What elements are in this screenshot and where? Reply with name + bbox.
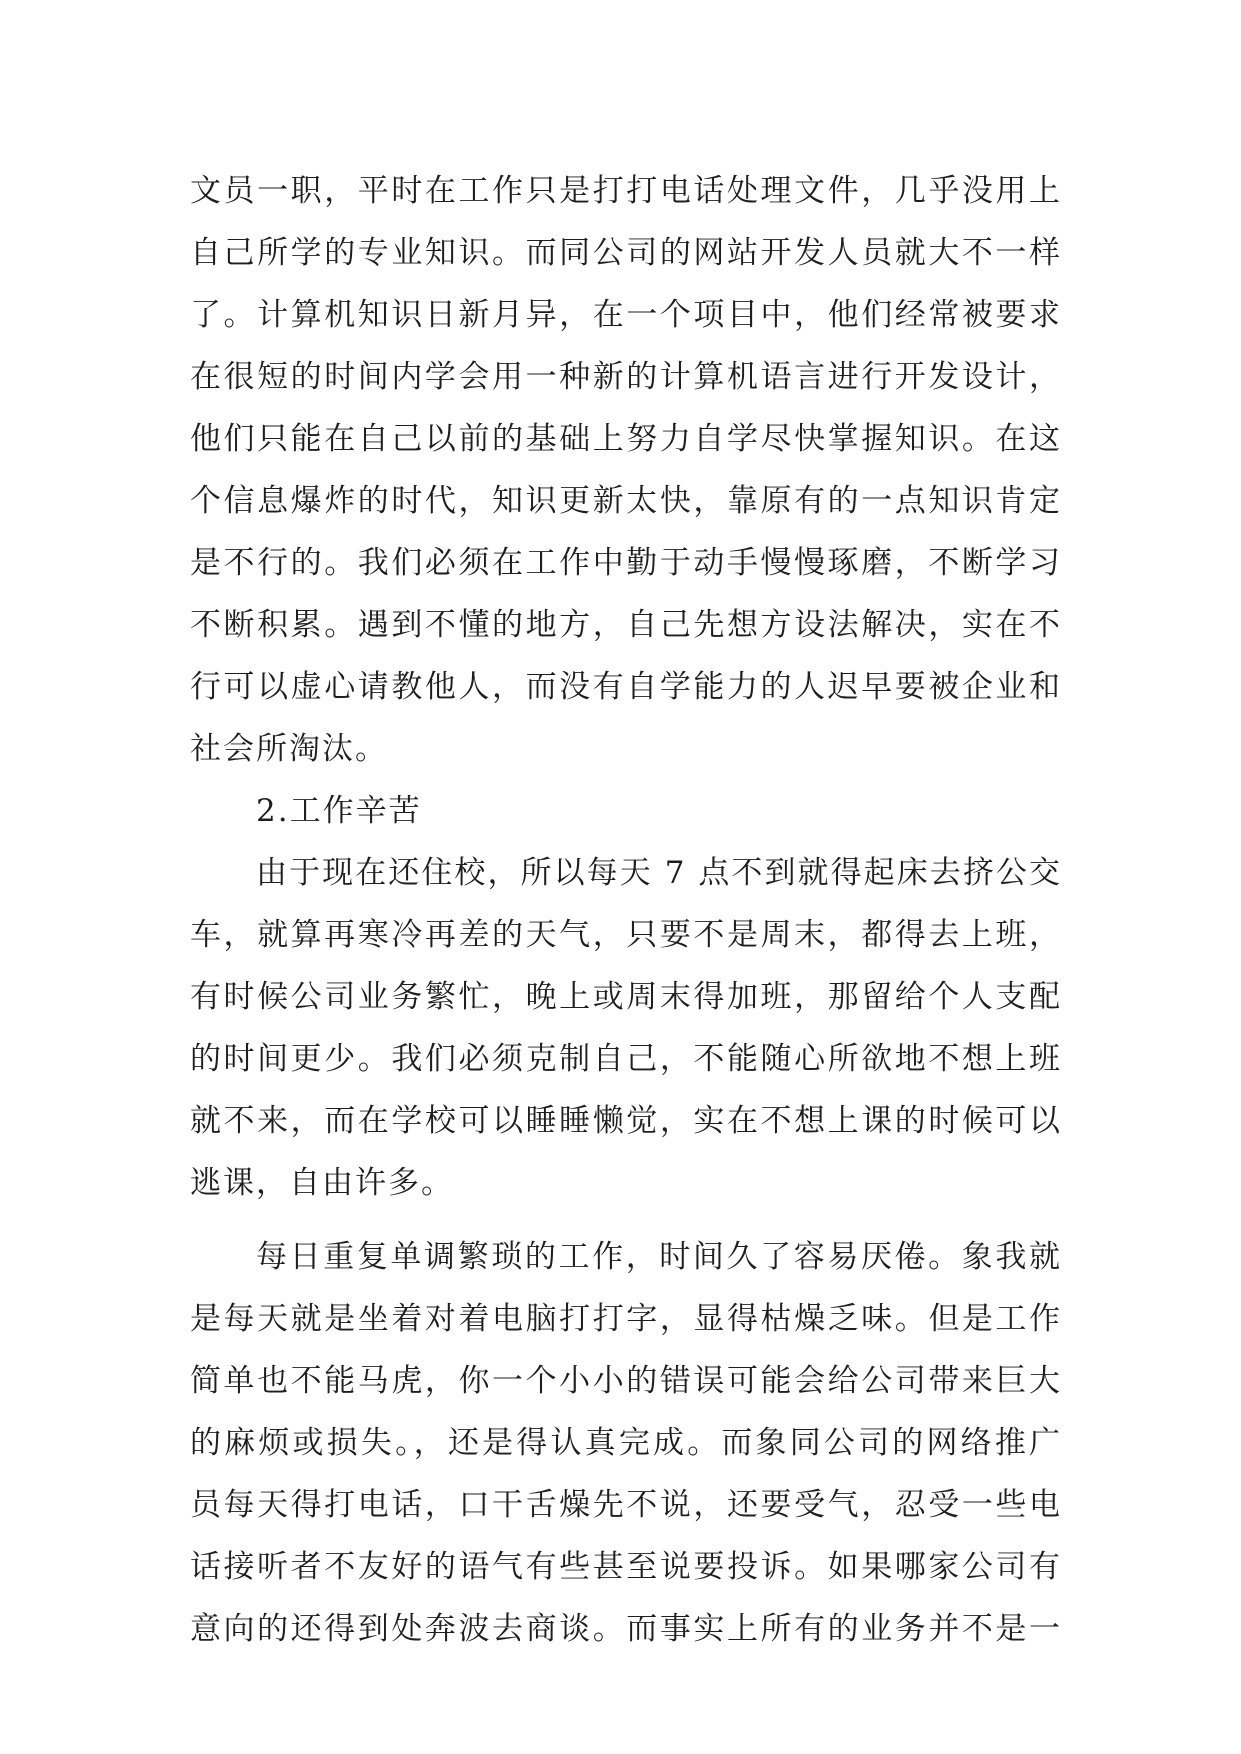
text-line: 社会所淘汰。 <box>190 731 388 767</box>
text-line: 是不行的。我们必须在工作中勤于动手慢慢琢磨，不断学习 <box>190 545 1062 581</box>
text-line: 在很短的时间内学会用一种新的计算机语言进行开发设计， <box>190 359 1062 395</box>
text-line: 简单也不能马虎，你一个小小的错误可能会给公司带来巨大 <box>190 1363 1062 1399</box>
text-line: 的时间更少。我们必须克制自己，不能随心所欲地不想上班 <box>190 1041 1062 1077</box>
text-line: 文员一职，平时在工作只是打打电话处理文件，几乎没用上 <box>190 173 1062 209</box>
text-line: 话接听者不友好的语气有些甚至说要投诉。如果哪家公司有 <box>190 1549 1062 1585</box>
text-line: 他们只能在自己以前的基础上努力自学尽快掌握知识。在这 <box>190 421 1062 457</box>
text-line: 的麻烦或损失。，还是得认真完成。而象同公司的网络推广 <box>190 1425 1062 1461</box>
text-line: 意向的还得到处奔波去商谈。而事实上所有的业务并不是一 <box>190 1611 1062 1647</box>
text-line: 有时候公司业务繁忙，晚上或周末得加班，那留给个人支配 <box>190 979 1062 1015</box>
text-line: 每日重复单调繁琐的工作，时间久了容易厌倦。象我就 <box>256 1239 1062 1275</box>
text-line: 就不来，而在学校可以睡睡懒觉，实在不想上课的时候可以 <box>190 1103 1062 1139</box>
text-line: 个信息爆炸的时代，知识更新太快，靠原有的一点知识肯定 <box>190 483 1062 519</box>
text-line: 自己所学的专业知识。而同公司的网站开发人员就大不一样 <box>190 235 1062 271</box>
document-body <box>190 160 1062 1660</box>
text-line: 不断积累。遇到不懂的地方，自己先想方设法解决，实在不 <box>190 607 1062 643</box>
text-line: 员每天得打电话，口干舌燥先不说，还要受气，忍受一些电 <box>190 1487 1062 1523</box>
text-line: 了。计算机知识日新月异，在一个项目中，他们经常被要求 <box>190 297 1062 333</box>
text-line: 行可以虚心请教他人，而没有自学能力的人迟早要被企业和 <box>190 669 1062 705</box>
section-heading: 2.工作辛苦 <box>256 793 422 829</box>
text-line: 车，就算再寒冷再差的天气，只要不是周末，都得去上班， <box>190 917 1062 953</box>
text-line: 由于现在还住校，所以每天 7 点不到就得起床去挤公交 <box>256 855 1062 891</box>
paragraph-gap <box>190 1214 1062 1226</box>
text-line: 逃课，自由许多。 <box>190 1165 454 1201</box>
text-line: 是每天就是坐着对着电脑打打字，显得枯燥乏味。但是工作 <box>190 1301 1062 1337</box>
